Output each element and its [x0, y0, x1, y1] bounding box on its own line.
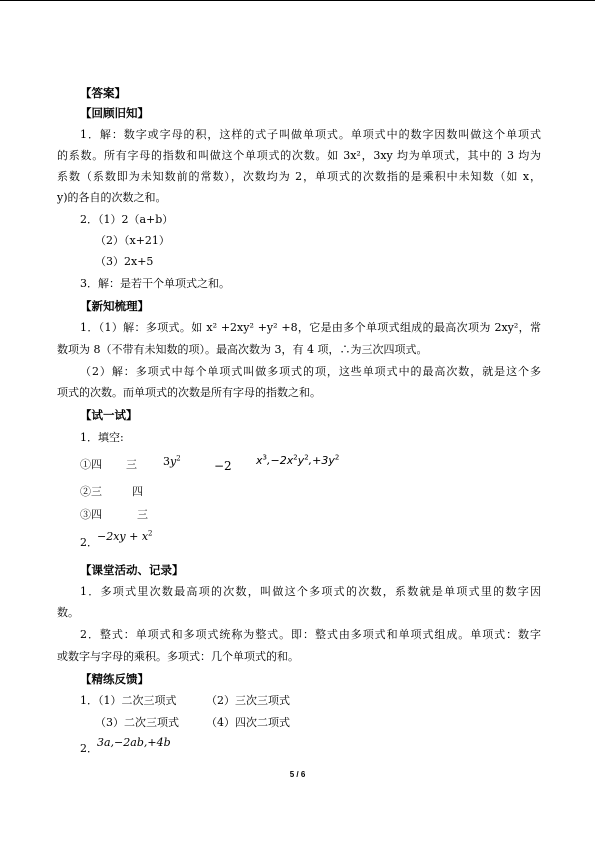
activity-p1-line2: 数。 — [57, 606, 79, 619]
try-q2-expr-text: −2xy + x — [97, 530, 149, 543]
practice-r1-b: （2）三次三项式 — [206, 694, 290, 707]
section-new-knowledge: 【新知梳理】 — [80, 299, 149, 313]
review-p3: 3．解：是若干个单项式之和。 — [80, 277, 230, 290]
try-r1-m3-c-exp: 2 — [304, 453, 309, 462]
try-r3-b: 三 — [137, 508, 148, 521]
new-p2-line2: 项式的次数。而单项式的次数是所有字母的指数之和。 — [57, 386, 321, 399]
practice-r2-b: （4）四次二项式 — [206, 716, 290, 729]
try-r1-m3-b-exp: 2 — [293, 453, 298, 462]
try-r1-a: ①四 — [80, 458, 102, 471]
review-p1-line4: y)的各自的次数之和。 — [57, 191, 167, 204]
review-p2-item2: （2）（x+21） — [95, 234, 170, 247]
try-r3-a: ③四 — [80, 508, 102, 521]
page-number: 5 / 6 — [289, 770, 306, 779]
try-r1-m3-a-exp: 3 — [262, 453, 267, 462]
try-r1-m1-var: y — [170, 455, 177, 468]
activity-p2-line1: 2．整式：单项式和多项式统称为整式。即：整式由多项式和单项式组成。单项式：数字 — [80, 628, 541, 641]
new-p2-line1: （2）解：多项式中每个单项式叫做多项式的项，这些单项式中的最高次数，就是这个多 — [80, 365, 541, 378]
try-r1-m1-coef: 3 — [163, 455, 170, 468]
practice-r2-a: （3）二次三项式 — [95, 716, 179, 729]
practice-q2-expr: 3a,−2ab,+4b — [97, 736, 171, 749]
try-q2-num: 2． — [80, 536, 98, 549]
try-q1: 1．填空: — [80, 431, 124, 444]
try-r1-m3-a: x — [256, 454, 263, 467]
section-class-activity: 【课堂活动、记录】 — [80, 563, 184, 577]
try-r1-m3-d-exp: 2 — [334, 453, 340, 462]
try-q2-expr-exp: 2 — [148, 529, 153, 538]
try-r1-m3-d: ,+3y — [308, 454, 335, 467]
practice-q2-num: 2． — [80, 742, 98, 755]
try-r1-math3 — [256, 454, 339, 468]
try-r1-m3-b: ,−2x — [266, 454, 294, 467]
try-r2-a: ②三 — [80, 485, 102, 498]
section-practice: 【精练反馈】 — [80, 672, 149, 686]
section-answer: 【答案】 — [80, 86, 126, 100]
section-review: 【回顾旧知】 — [80, 106, 149, 120]
new-p1-line2: 数项为 8（不带有未知数的项）。最高次数为 3，有 4 项，∴为三次四项式。 — [57, 343, 428, 356]
try-r1-math1 — [163, 455, 181, 469]
try-r1-m3-c: y — [297, 454, 305, 467]
section-try: 【试一试】 — [80, 408, 138, 422]
try-r1-m1-exp: 2 — [176, 454, 181, 463]
review-p2-item1: 2．（1）2（a+b） — [80, 213, 174, 226]
review-p1-line3: 系数（系数即为未知数前的常数），次数均为 2，单项式的次数指的是乘积中未知数（如 x， — [57, 170, 541, 183]
practice-r1-a: 1．（1）二次三项式 — [80, 694, 177, 707]
review-p1-line1: 1．解：数字或字母的积，这样的式子叫做单项式。单项式中的数字因数叫做这个单项式 — [80, 128, 541, 141]
try-r2-b: 四 — [132, 485, 143, 498]
activity-p2-line2: 或数字与字母的乘积。多项式：几个单项式的和。 — [57, 650, 299, 663]
top-rule — [0, 0, 595, 1]
activity-p1-line1: 1．多项式里次数最高项的次数，叫做这个多项式的次数，系数就是单项式里的数字因 — [80, 585, 541, 598]
review-p2-item3: （3）2x+5 — [95, 255, 154, 268]
try-q2-expr — [97, 530, 153, 544]
new-p1-line1: 1．（1）解：多项式。如 x² +2xy² +y² +8，它是由多个单项式组成的最高次项为 2xy²，常 — [80, 321, 541, 334]
try-r1-b: 三 — [126, 458, 137, 471]
try-r1-math2: −2 — [214, 459, 232, 473]
review-p1-line2: 的系数。所有字母的指数和叫做这个单项式的次数。如 3x²，3xy 均为单项式，其中的 3 均为 — [57, 149, 541, 162]
